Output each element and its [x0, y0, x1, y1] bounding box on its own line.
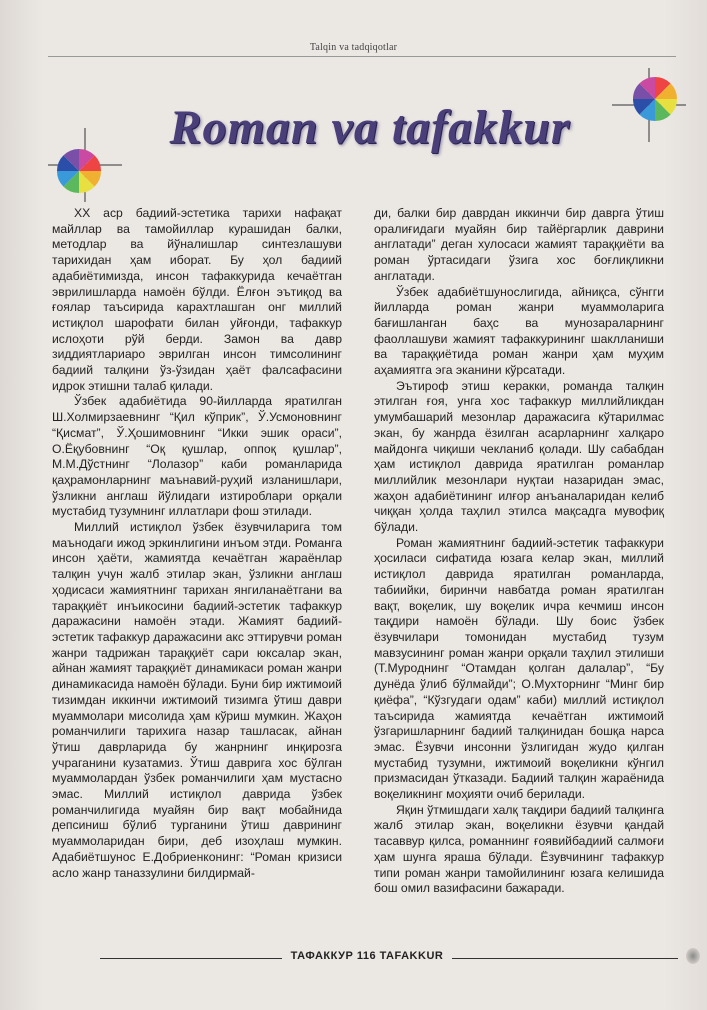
paragraph: Эътироф этиш керакки, романда талқин этилган ғоя, унга хос тафаккур миллийликдан умумбашарий мезонлар даражасига кўтарилмас экан, бу жанрда ёзилган асарларнинг халқаро майдонга чиқиши чекланиб қолади. Шу сабабдан ҳам истиқлол даврида яратилган романлар миллийлик мезонлари нуқтаи назаридан эмас, жаҳон адабиётининг илғор анъаналаридан келиб чиққан ҳолда таҳлил этилса мақсадга мувофиқ бўлади. — [374, 378, 664, 535]
paper-smudge — [686, 948, 700, 964]
footer-rule — [452, 958, 678, 959]
header-rule — [48, 56, 676, 57]
paragraph: Ўзбек адабиётида 90-йилларда яратилган Ш.Холмирзаевнинг “Қил кўприк”, Ў.Усмоновнинг “Қисмат”, Ў.Ҳошимовнинг “Икки эшик ораси”, О.Ёқубовнинг “Оқ қушлар, оппоқ қушлар”, М.М.Дўстнинг “Лолазор” каби романларида қаҳрамонларнинг маънавий-руҳий изланишлари, ўзликни англаш йўлидаги изтироблари орқали мустабид тузумнинг иллатлари фош этилади. — [52, 394, 342, 519]
footer-rule — [100, 958, 282, 959]
paragraph: ди, балки бир даврдан иккинчи бир даврга ўтиш оралиғидаги муайян бир тайёргарлик даврини англатади” деган хулосаси жамият тараққиёти ва роман ўртасидаги ўзига хос боғлиқликни англатади. — [374, 206, 664, 283]
page-footer: ТАФАККУР 116 TAFAKKUR — [290, 950, 444, 962]
article-title: Roman va tafakkur — [169, 101, 571, 154]
paragraph: Яқин ўтмишдаги халқ тақдири бадиий талқинга жалб этилар экан, воқеликни ёзувчи қандай тасаввур қилса, романнинг ғоявийбадиий салмоғи ҳам шунга яраша бўлади. Ёзувчининг тафаккур типи роман жанри тамойилининг юзага келишида бош омил вазифасини бажаради. — [374, 802, 664, 896]
text-column-left — [52, 206, 342, 881]
paragraph: Ўзбек адабиётшунослигида, айниқса, сўнгги йилларда роман жанри муаммоларига бағишланган баҳс ва мунозараларнинг фаоллашуви жамият тафаккурининг шаклланиши ва тараққиётида роман жанри ҳам муҳим аҳамиятга эга эканини кўрсатади. — [374, 284, 664, 378]
paragraph: Миллий истиқлол ўзбек ёзувчиларига том маънодаги ижод эркинлигини инъом этди. Романга инсон ҳаёти, жамиятда кечаётган жараёнлар талқин учун жалб этилар экан, ўзликни англаш ҳодисаси жамиятнинг тарихан янгиланаётгани ва тараққиёт инъикосини бадиий-эстетик тафаккур даражасини намоён этади. Жамият бадиий-эстетик тафаккур даражасини акс эттирувчи роман жанри тадрижан тараққиёт сари юксалар экан, айнан жамият тараққиёт динамикаси роман жанри динамикасида намоён бўлади. Буни бир ижтимоий тизимдан иккинчи ижтимоий тизимга ўтиш даври муаммолари мисолида ҳам кўриш мумкин. Жаҳон романчилиги тарихига назар ташласак, айнан ўтиш даврларида бу жанрнинг инқирозга учраганини кузатамиз. Ўтиш даврига хос бўлган муаммолардан ўзбек романчилиги ҳам мустасно эмас. Миллий истиқлол даврида ўзбек романчилигида муайян бир вақт мобайнида депсиниш бўлиб турганини ўтиш даврининг муаммоларидан бири, деб изоҳлаш мумкин. Адабиётшунос Е.Добриенконинг: “Роман кризиси асло жанр таназзулини билдирмай- — [52, 520, 342, 880]
paragraph: XX аср бадиий-эстетика тарихи нафақат майллар ва тамойиллар курашидан балки, методлар ва йўналишлар синтезлашуви тарихидан ҳам иборат. Бу ҳол бадиий адабиётимизда, инсон тафаккурида кечаётган эврилишларда намоён бўлди. Ёлғон эътиқод ва ғоялар таъсирида карахтлашган онг миллий истиқлол шарофати билан уйғонди, тафаккур ислоҳоти рўй берди. Замон ва давр зиддиятлариаро эврилган инсон тимсолининг бадиий талқини ўз-ўзидан ҳаёт фалсафасини идрок этишни талаб қилади. — [52, 206, 342, 393]
text-column-right — [374, 206, 664, 897]
color-wheel-icon — [612, 68, 686, 142]
color-wheel-icon — [48, 128, 122, 202]
running-head: Talqin va tadqiqotlar — [309, 42, 398, 53]
paragraph: Роман жамиятнинг бадиий-эстетик тафаккури ҳосиласи сифатида юзага келар экан, миллий истиқлол даврида яратилган романларда, табиийки, биринчи навбатда роман яратилган вақт, воқелик, шу воқелик ичра кечмиш инсон тақдири намоён бўлади. Шу боис ўзбек ёзувчилари томонидан мустабид тузум мавзусининг роман жанри орқали таҳлил этилиши (Т.Муроднинг “Отамдан қолган далалар”, “Бу дунёда ўлиб бўлмайди”; О.Мухторнинг “Минг бир қиёфа”, “Кўзгудаги одам” каби) миллий истиқлол таъсирида жамиятда кечаётган ижтимоий ўзгаришларнинг бадиий талқинидан бошқа нарса эмас. Ёзувчи инсонни ўзлигидан жудо қилган мустабид тузумни, ижтимоий воқеликни кўнгил призмасидан ўтказади. Бадиий талқин жараёнида воқеликнинг моҳияти очиб берилади. — [374, 535, 664, 802]
